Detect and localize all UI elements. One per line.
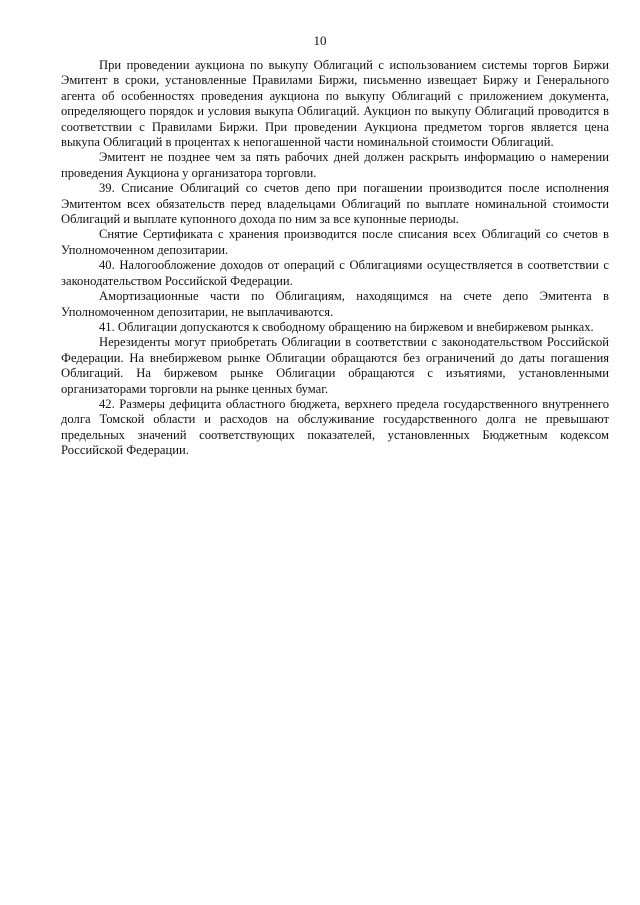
paragraph-auction-procedure: При проведении аукциона по выкупу Облигаций с использованием системы торгов Биржи Эмитент в сроки, установленные Правилами Биржи, письменно извещает Биржу и Генерального агента об особенностях проведения аукциона по выкупу Облигаций с приложением документа, определяющего порядок и условия выкупа Облигаций. Аукцион по выкупу Облигаций проводится в соответствии с Правилами Биржи. При проведении Аукциона предметом торгов является цена выкупа Облигаций в процентах к непогашенной части номинальной стоимости Облигаций. xyxy=(61,58,609,150)
paragraph-auction-disclosure: Эмитент не позднее чем за пять рабочих дней должен раскрыть информацию о намерении проведения Аукциона у организатора торговли. xyxy=(61,150,609,180)
paragraph-39-writeoff: 39. Списание Облигаций со счетов депо при погашении производится после исполнения Эмитентом всех обязательств перед владельцами Облигаций по выплате номинальной стоимости Облигаций и выплате купонного дохода по ним за все купонные периоды. xyxy=(61,181,609,227)
document-body xyxy=(61,58,609,459)
paragraph-41-circulation: 41. Облигации допускаются к свободному обращению на биржевом и внебиржевом рынках. xyxy=(99,319,594,334)
paragraph-40-taxation: 40. Налогообложение доходов от операций с Облигациями осуществляется в соответствии с законодательством Российской Федерации. xyxy=(61,258,609,288)
paragraph-certificate-removal: Снятие Сертификата с хранения производится после списания всех Облигаций со счетов в Уполномоченном депозитарии. xyxy=(61,227,609,257)
paragraph-amortization: Амортизационные части по Облигациям, находящимся на счете депо Эмитента в Уполномоченном депозитарии, не выплачиваются. xyxy=(61,289,609,319)
page-number: 10 xyxy=(313,33,327,48)
paragraph-nonresidents: Нерезиденты могут приобретать Облигации в соответствии с законодательством Российской Федерации. На внебиржевом рынке Облигации обращаются без ограничений до даты погашения Облигаций. На биржевом рынке Облигации обращаются с изъятиями, установленными организаторами торговли на рынке ценных бумаг. xyxy=(61,335,609,396)
paragraph-42-budget-deficit: 42. Размеры дефицита областного бюджета, верхнего предела государственного внутреннего долга Томской области и расходов на обслуживание государственного долга не превышают предельных значений соответствующих показателей, установленных Бюджетным кодексом Российской Федерации. xyxy=(61,396,609,458)
